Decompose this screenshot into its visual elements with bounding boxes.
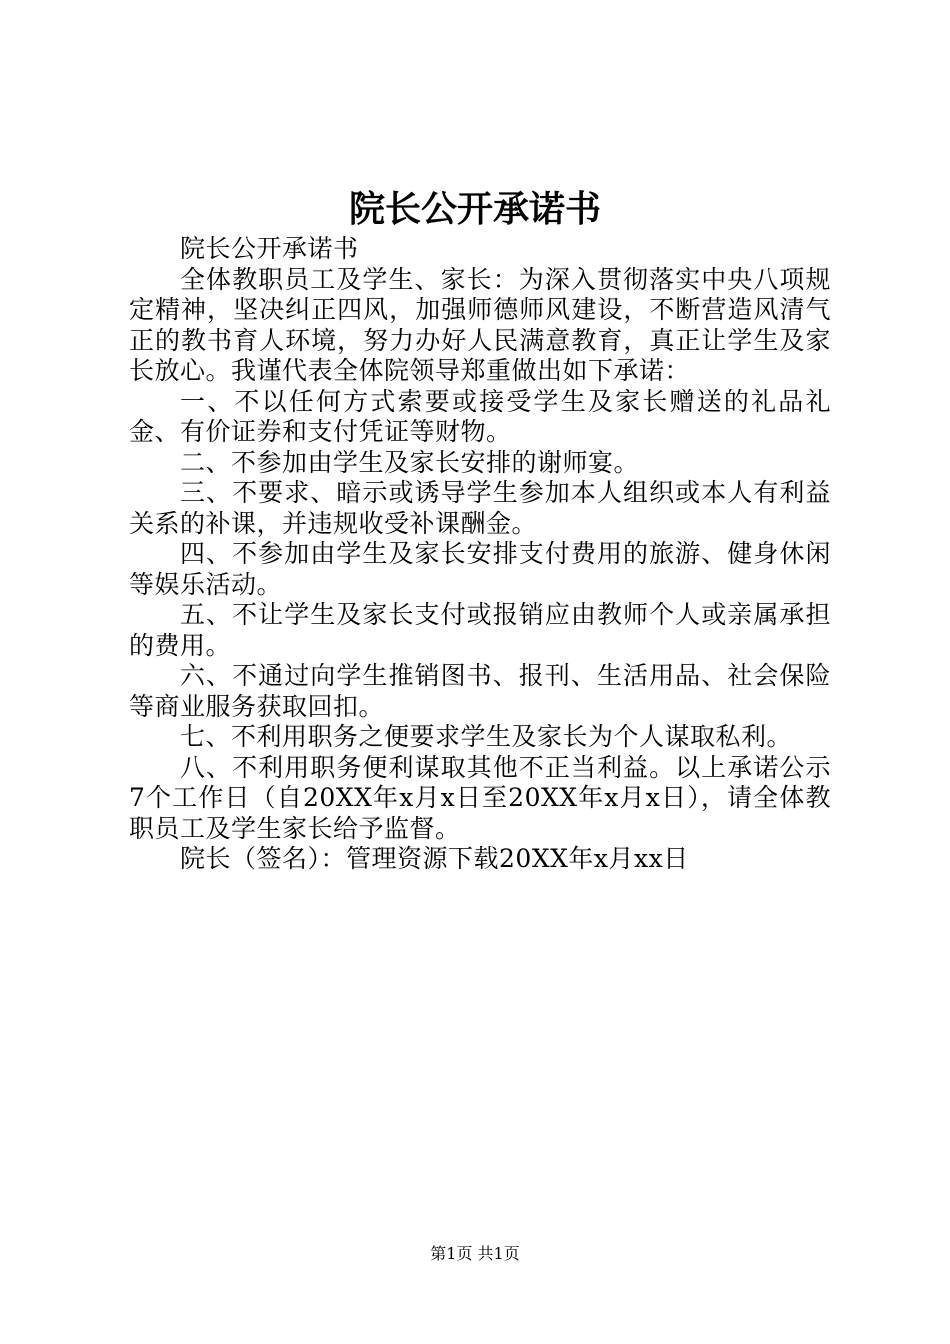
pledge-item-1: 一、不以任何方式索要或接受学生及家长赠送的礼品礼金、有价证券和支付凭证等财物。	[129, 386, 831, 446]
intro-paragraph: 全体教职员工及学生、家长：为深入贯彻落实中央八项规定精神，坚决纠正四风，加强师德师风建设，不断营造风清气正的教书育人环境，努力办好人民满意教育，真正让学生及家长放心。我谨代表全体院领导郑重做出如下承诺：	[129, 264, 831, 385]
document-title: 院长公开承诺书	[348, 188, 601, 230]
document-body	[129, 234, 831, 875]
pledge-item-2: 二、不参加由学生及家长安排的谢师宴。	[180, 447, 640, 477]
pledge-item-8: 八、不利用职务便利谋取其他不正当利益。以上承诺公示7个工作日（自20XX年x月x日至20XX年x月x日），请全体教职员工及学生家长给予监督。	[129, 752, 831, 843]
pledge-item-7: 七、不利用职务之便要求学生及家长为个人谋取私利。	[180, 722, 793, 751]
page-number-footer: 第1页 共1页	[430, 1244, 520, 1263]
subtitle-paragraph: 院长公开承诺书	[180, 234, 359, 263]
pledge-item-6: 六、不通过向学生推销图书、报刊、生活用品、社会保险等商业服务获取回扣。	[129, 661, 831, 721]
pledge-item-3: 三、不要求、暗示或诱导学生参加本人组织或本人有利益关系的补课，并违规收受补课酬金。	[129, 478, 831, 538]
pledge-item-5: 五、不让学生及家长支付或报销应由教师个人或亲属承担的费用。	[129, 600, 831, 660]
pledge-item-4: 四、不参加由学生及家长安排支付费用的旅游、健身休闲等娱乐活动。	[129, 539, 831, 599]
signature-line: 院长（签名）：管理资源下载20XX年x月xx日	[180, 844, 689, 873]
